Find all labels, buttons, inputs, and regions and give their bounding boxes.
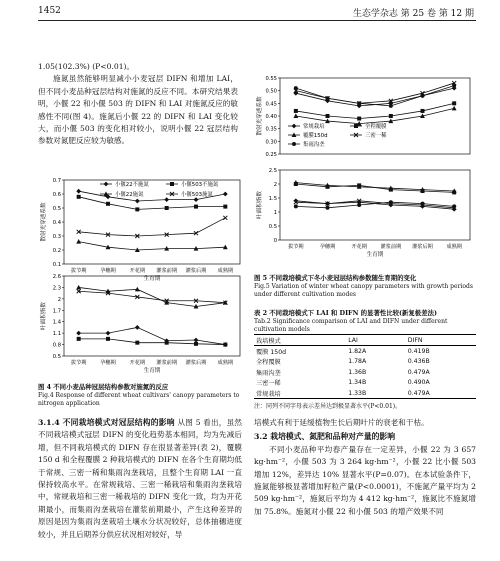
- x-tick-label: 开花期: [129, 360, 146, 366]
- x-tick-label: 灌浆后期: [185, 360, 207, 366]
- series-line: [79, 291, 226, 302]
- y-tick-label: 0.5: [52, 206, 61, 212]
- y-tick-label: 0.6: [52, 192, 61, 198]
- legend-label: 小偃22不施氮: [115, 182, 149, 188]
- point-marker: [293, 91, 298, 96]
- y-axis-label: 散射光穿透系数: [41, 202, 47, 242]
- table-cell: 1.82A: [348, 348, 367, 356]
- point-marker: [452, 84, 456, 88]
- figure-4: [38, 172, 246, 378]
- series-line: [296, 184, 454, 192]
- point-marker: [135, 287, 140, 292]
- header-rule: [38, 20, 476, 21]
- x-tick-label: 灌浆后期: [185, 268, 207, 274]
- legend-label: 全程覆膜: [365, 124, 387, 130]
- legend-label: 三密一稀: [365, 133, 387, 139]
- point-marker: [135, 341, 139, 345]
- point-marker: [294, 109, 298, 113]
- point-marker: [165, 341, 169, 345]
- table-header-row: [254, 335, 476, 346]
- x-tick-label: 拔节期: [70, 268, 87, 274]
- x-tick-label: 灌浆前期: [156, 360, 178, 366]
- x-tick-label: 开花期: [129, 268, 146, 274]
- section-3-1-4: [38, 417, 242, 541]
- point-marker: [223, 192, 228, 197]
- paragraph: 培模式有利于延缓植物生长后期叶片的衰老和干枯。: [254, 418, 429, 427]
- table-cell: 1.34B: [348, 379, 367, 387]
- series-line: [296, 86, 454, 106]
- x-tick-label: 成熟期: [446, 244, 462, 250]
- legend-label: 小偃22施氮: [115, 192, 144, 198]
- point-marker: [294, 86, 298, 90]
- legend-label: 集雨沟垄: [303, 142, 325, 148]
- point-marker: [421, 94, 425, 98]
- paragraph: 1.05(102.3%) (P<0.01)。: [38, 62, 135, 71]
- y-tick-label: 2: [57, 296, 61, 303]
- series-line: [79, 242, 226, 250]
- series-line: [79, 327, 226, 344]
- x-tick-label: 灌浆后期: [412, 244, 433, 250]
- series-line: [296, 108, 454, 123]
- point-marker: [223, 216, 227, 220]
- point-marker: [389, 114, 393, 118]
- y-tick-label: 0.50: [265, 88, 277, 95]
- series-line: [79, 197, 226, 210]
- point-marker: [135, 325, 140, 330]
- table-cell: 0.436B: [407, 358, 430, 366]
- point-marker: [104, 182, 109, 187]
- legend-label: 小偃503施氮: [181, 192, 213, 198]
- table-title-cn: 表 2 不同栽培模式下 LAI 和 DIFN 的显著性比较(新复极差法): [254, 309, 438, 317]
- y-tick-label: 0.3: [52, 234, 61, 240]
- y-tick-label: 0.2: [52, 248, 61, 254]
- table-note: 注：同列不同字母表示差异达到极显著水平(P<0.01)。: [254, 403, 402, 410]
- point-marker: [452, 204, 456, 208]
- point-marker: [389, 200, 393, 204]
- point-marker: [357, 203, 361, 207]
- point-marker: [223, 343, 227, 347]
- journal-header: 生态学杂志 第 25 卷 第 12 期: [352, 9, 474, 19]
- y-tick-label: 0.25: [265, 152, 277, 158]
- y-tick-label: 2.6: [52, 274, 61, 280]
- table-cell: 0.419B: [407, 348, 430, 356]
- y-tick-label: 0: [273, 238, 277, 244]
- point-marker: [452, 106, 457, 111]
- legend-label: 常规栽培: [303, 124, 325, 130]
- point-marker: [326, 206, 330, 210]
- legend-label: 小偃503不施氮: [181, 182, 219, 188]
- table-cell: 0.479A: [407, 368, 430, 376]
- point-marker: [164, 197, 169, 202]
- table-row: [254, 367, 476, 377]
- y-tick-label: 0.5: [52, 354, 61, 360]
- table-cell: 集雨沟垄: [256, 369, 281, 377]
- series-line: [79, 218, 226, 236]
- point-marker: [223, 205, 227, 209]
- point-marker: [357, 101, 361, 105]
- y-tick-label: 2.5: [268, 168, 277, 174]
- x-tick-label: 孕穗期: [319, 244, 336, 250]
- y-axis-label: 叶面积指数: [257, 191, 263, 219]
- point-marker: [194, 205, 198, 209]
- figure-4-plots: [39, 178, 240, 374]
- caption-cn: 图 4 不同小麦品种冠层结构参数对施氮的反应: [38, 383, 169, 391]
- point-marker: [326, 114, 330, 118]
- series-line: [79, 339, 226, 345]
- table-row: [254, 378, 476, 388]
- table-cell: 1.36B: [348, 368, 367, 376]
- y-tick-label: 0.8: [52, 342, 61, 349]
- y-tick-label: 1.5: [268, 196, 277, 202]
- x-axis-label: 生育期: [143, 276, 161, 282]
- table-2-title: [254, 309, 476, 334]
- x-tick-label: 成熟期: [217, 268, 234, 274]
- right-body-text: [254, 417, 476, 518]
- y-tick-label: 0.35: [265, 126, 277, 133]
- y-tick-label: 2: [273, 182, 277, 188]
- y-tick-label: 0.5: [268, 224, 277, 230]
- point-marker: [292, 124, 297, 129]
- y-tick-label: 1.1: [52, 331, 61, 338]
- y-tick-label: 1.4: [52, 319, 61, 326]
- y-tick-label: 0.7: [52, 178, 61, 184]
- point-marker: [77, 195, 81, 199]
- point-marker: [194, 338, 199, 343]
- table-row: [254, 388, 476, 399]
- point-marker: [294, 204, 298, 208]
- x-tick-label: 灌浆前期: [156, 268, 178, 274]
- section-heading: 3.2 栽培模式、氮肥和品种对产量的影响: [254, 432, 396, 442]
- section-body: 从图 5 看出，虽然不同栽培模式冠层 DIFN 的变化趋势基本相同，均为先减后增，但不同栽培模式的 DIFN 存在很显著差异(表 2)，覆膜 150 d 和全程覆膜 2 种栽培模式的 DIFN 在各个生育期均低于常规、三密一稀和集雨沟垄栽培，且整个生育期 LAI 一直保持较高水平。在常规栽培、三密一稀栽培和集雨沟垄栽培中，常规栽培和三密一稀栽培的 DIFN 变化一致，均为开花期最小，而集雨沟垄栽培在灌浆前期最小，产生这种差异的原因是因为集雨沟垄栽培土壤水分状况较好，总体抽穗进度较小，并且后期养分供应状况相对较好，导: [38, 418, 242, 539]
- x-tick-label: 孕穗期: [100, 268, 116, 274]
- point-marker: [357, 117, 361, 121]
- point-marker: [106, 202, 110, 206]
- caption-en: Fig.4 Response of different wheat cultivars' canopy parameters to nitrogen application: [38, 391, 240, 407]
- figure-4-caption: [38, 383, 242, 408]
- table-cell: 三密一稀: [256, 380, 281, 388]
- point-marker: [76, 239, 81, 244]
- point-marker: [76, 331, 81, 336]
- y-tick-label: 2.3: [52, 285, 61, 292]
- plot-frame: [64, 180, 240, 264]
- x-tick-label: 开花期: [351, 244, 367, 250]
- table-row: [254, 346, 476, 357]
- point-marker: [76, 189, 81, 194]
- table-cell: 0.490A: [407, 379, 430, 387]
- y-tick-label: 0.30: [265, 139, 277, 146]
- table-row: [254, 357, 476, 367]
- table-header: LAI: [348, 336, 358, 344]
- table-cell: 覆膜 150d: [256, 349, 287, 357]
- table-2: [254, 334, 476, 399]
- x-tick-label: 灌浆前期: [380, 244, 402, 250]
- x-tick-label: 成熟期: [217, 360, 234, 366]
- point-marker: [389, 104, 393, 108]
- point-marker: [165, 206, 169, 210]
- figure-5-caption: [254, 274, 476, 299]
- x-tick-label: 孕穗期: [100, 360, 116, 366]
- figure-5: [254, 74, 476, 268]
- table-cell: 0.479A: [407, 389, 430, 397]
- table-cell: 全程覆膜: [256, 359, 281, 367]
- table-cell: 1.33B: [348, 389, 367, 397]
- point-marker: [421, 202, 425, 206]
- y-tick-label: 0.45: [265, 101, 277, 108]
- paragraph: 不同小麦品种平均春产量存在一定差异，小偃 22 为 3 657 kg·hm⁻²，小偃 503 为 3 264 kg·hm⁻²，小偃 22 比小偃 503 增加 12%，差异达 10% 显著水平(P=0.07)。在本试验条件下，施氮能够极显著增加籽粒产量(P<0.0001)，不施氮产量平均为 2 509 kg·hm⁻²，施氮后平均为 4 412 kg·hm⁻²，施氮比不施氮增加 75.8%。施氮对小偃 22 和小偃 503 的增产效果不同: [254, 444, 476, 516]
- point-marker: [292, 142, 296, 146]
- section-heading: 3.1.4 不同栽培模式对冠层结构的影响: [38, 418, 175, 427]
- point-marker: [452, 101, 456, 105]
- table-cell: 1.78A: [348, 358, 367, 366]
- table-title-en: Tab.2 Significance comparison of LAI and DIFN under different cultivation models: [254, 317, 448, 333]
- point-marker: [354, 124, 358, 128]
- paragraph: 施氮虽然能够明显减小小麦冠层 DIFN 和增加 LAI，但不同小麦品种冠层结构对施氮的反应不同。本研究结果表明，小偃 22 和小偃 503 的 DIFN 和 LAI 对施氮反应的敏感性不同(图 4)。施氮后小偃 22 的 DIFN 和 LAI 变化较大，而小偃 503 的变化相对较小，说明小偃 22 冠层结构参数对氮肥反应较为敏感。: [38, 74, 238, 146]
- point-marker: [135, 199, 140, 204]
- y-tick-label: 0.55: [265, 76, 277, 82]
- x-tick-label: 拔节期: [70, 360, 87, 366]
- x-tick-label: 拔节期: [288, 244, 304, 250]
- point-marker: [106, 337, 110, 341]
- x-axis-label: 生育期: [366, 252, 384, 258]
- y-tick-label: 0.4: [52, 220, 61, 226]
- point-marker: [76, 285, 81, 290]
- figure-5-plots: [255, 76, 470, 258]
- left-intro-text: [38, 61, 238, 148]
- y-axis-label: 叶面积指数: [41, 302, 47, 330]
- y-tick-label: 0.1: [52, 262, 61, 268]
- series-line: [296, 183, 454, 191]
- point-marker: [326, 96, 330, 100]
- point-marker: [421, 109, 425, 113]
- point-marker: [77, 337, 81, 341]
- y-tick-label: 1: [273, 210, 277, 216]
- table-cell: 常规栽培: [256, 390, 281, 398]
- point-marker: [194, 342, 198, 346]
- y-tick-label: 0.40: [265, 114, 277, 120]
- y-tick-label: 1.7: [52, 308, 61, 315]
- series-line: [79, 287, 226, 306]
- series-line: [296, 103, 454, 118]
- table-header: 栽培模式: [256, 337, 281, 345]
- point-marker: [135, 207, 139, 211]
- point-marker: [106, 331, 111, 336]
- point-marker: [170, 182, 174, 186]
- point-marker: [293, 113, 298, 118]
- caption-en: Fig.5 Variation of winter wheat canopy parameters with growth periods under different cultivation modes: [254, 282, 473, 298]
- page-number: 1452: [38, 6, 61, 16]
- y-axis-label: 散射光穿透系数: [257, 96, 263, 136]
- caption-cn: 图 5 不同栽培模式下冬小麦冠层结构参数随生育期的变化: [254, 274, 417, 282]
- x-axis-label: 生育期: [143, 368, 161, 374]
- legend-label: 覆膜150d: [303, 133, 328, 139]
- table-header: DIFN: [407, 336, 423, 344]
